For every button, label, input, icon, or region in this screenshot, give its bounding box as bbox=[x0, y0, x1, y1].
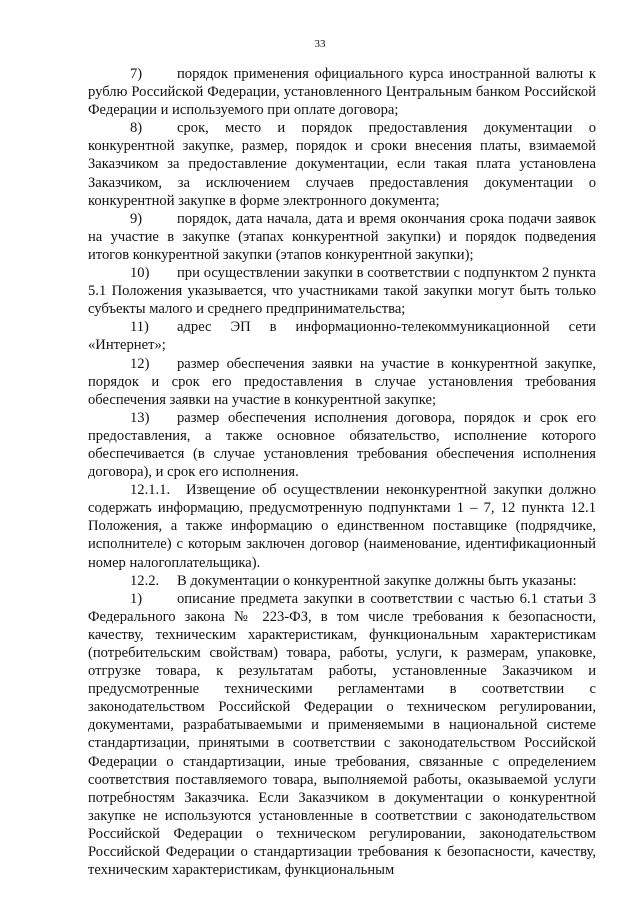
document-body bbox=[88, 65, 596, 879]
page-number: 33 bbox=[314, 38, 326, 50]
item-text: описание предмета закупки в соответствии с частью 6.1 статьи 3 Федерального закона № 223-ФЗ, в том числе требования к безопасности, качеству, техническим характеристикам, функциональным характеристикам (потребительским свойствам) товара, работы, услуги, к размерам, упаковке, отгрузке товара, к результатам работы, установленные Заказчиком и предусмотренные техническими регламентами в соответствии с законодательством Российской Федерации о техническом регулировании, документами, разрабатываемыми и применяемыми в национальной системе стандартизации, принятыми в соответствии с законодательством Российской Федерации о стандартизации, иные требования, связанные с определением соответствия поставляемого товара, выполняемой работы, оказываемой услуги потребностям Заказчика. Если Заказчиком в документации о конкурентной закупке не используются установленные в соответствии с законодательством Российской Федерации о техническом регулировании, законодательством Российской Федерации о стандартизации требования к безопасности, качеству, техническим характеристикам, функциональным bbox=[88, 590, 596, 879]
item-number: 11) bbox=[130, 319, 149, 336]
clause-text: Извещение об осуществлении неконкурентной закупки должно содержать информацию, предусмотренную подпунктами 1 – 7, 12 пункта 12.1 Положения, а также информацию о единственном поставщике (подрядчике, исполнителе) с которым заключен договор (наименование, идентификационный номер налогоплательщика). bbox=[88, 482, 596, 571]
item-number: 8) bbox=[130, 120, 143, 137]
item-text: срок, место и порядок предоставления документации о конкурентной закупке, размер, порядок и сроки внесения платы, взимаемой Заказчиком за предоставление документации, если такая плата установлена Заказчиком, за исключением случаев предоставления документации о конкурентной закупке в форме электронного документа; bbox=[88, 120, 596, 209]
item-number: 10) bbox=[130, 265, 150, 282]
list-item-10 bbox=[88, 264, 596, 318]
list-item-1 bbox=[88, 590, 596, 880]
item-text: порядок применения официального курса иностранной валюты к рублю Российской Федерации, установленного Центральным банком Российской Федерации и используемого при оплате договора; bbox=[88, 66, 596, 119]
clause-12-1-1 bbox=[88, 481, 596, 571]
list-item-12 bbox=[88, 355, 596, 409]
list-item-8 bbox=[88, 119, 596, 209]
item-number: 1) bbox=[130, 590, 143, 607]
item-text: адрес ЭП в информационно-телекоммуникационной сети «Интернет»; bbox=[88, 319, 596, 354]
clause-number: 12.2. bbox=[130, 572, 160, 589]
list-item-13 bbox=[88, 409, 596, 481]
item-number: 9) bbox=[130, 210, 143, 227]
item-number: 12) bbox=[130, 355, 150, 372]
list-item-9 bbox=[88, 210, 596, 264]
item-text: при осуществлении закупки в соответствии с подпунктом 2 пункта 5.1 Положения указывается, что участниками такой закупки могут быть только субъекты малого и среднего предпринимательства; bbox=[88, 265, 596, 318]
item-text: порядок, дата начала, дата и время окончания срока подачи заявок на участие в закупке (этапах конкурентной закупки) и порядок подведения итогов конкурентной закупки (этапов конкурентной закупки); bbox=[88, 210, 596, 263]
list-item-7 bbox=[88, 65, 596, 119]
item-number: 13) bbox=[130, 409, 150, 426]
item-text: размер обеспечения исполнения договора, порядок и срок его предоставления, а также основное обязательство, исполнение которого обеспечивается (в случае установления требования обеспечения исполнения договора), и срок его исполнения. bbox=[88, 409, 596, 481]
clause-12-2 bbox=[88, 572, 596, 590]
clause-number: 12.1.1. bbox=[130, 482, 171, 499]
clause-text: В документации о конкурентной закупке должны быть указаны: bbox=[177, 572, 577, 589]
item-text: размер обеспечения заявки на участие в конкурентной закупке, порядок и срок его предоставления в случае установления требования обеспечения заявки на участие в конкурентной закупке; bbox=[88, 355, 596, 408]
item-number: 7) bbox=[130, 66, 143, 82]
list-item-11 bbox=[88, 318, 596, 354]
